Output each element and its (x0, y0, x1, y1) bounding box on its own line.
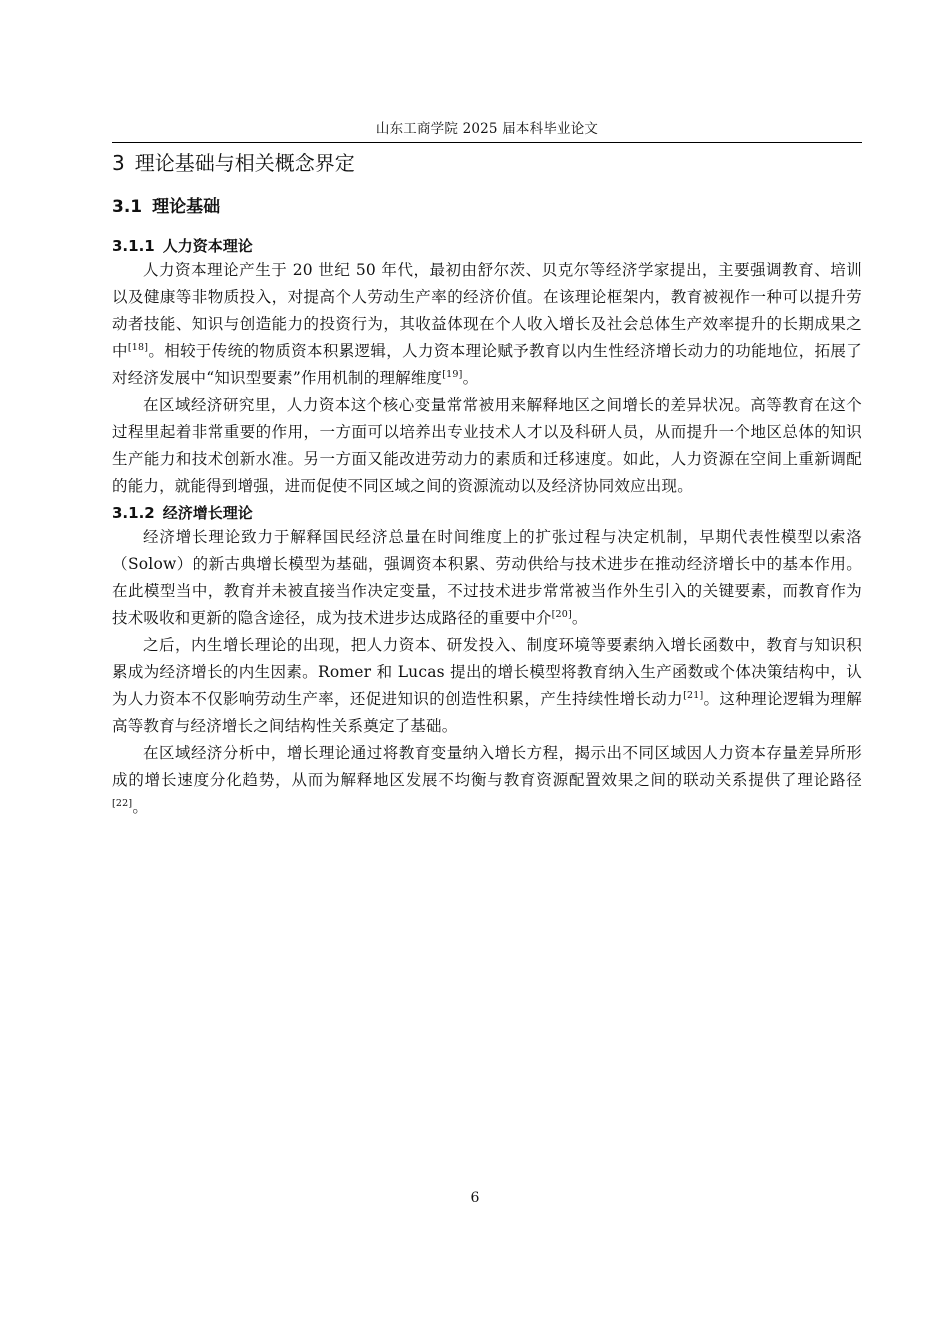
header-rule (112, 142, 862, 143)
paragraph-4 (112, 632, 862, 740)
paragraph-4-text-b: 。这种理论逻辑为理解高等教育与经济增长之间结构性关系奠定了基础。 (112, 690, 862, 735)
paragraph-1-text-a: 人力资本理论产生于 20 世纪 50 年代，最初由舒尔茨、贝克尔等经济学家提出，主要强调教育、培训以及健康等非物质投入，对提高个人劳动生产率的经济价值。在该理论框架内，教育被视作一种可以提升劳动者技能、知识与创造能力的投资行为，其收益体现在个人收入增长及社会总体生产效率提升的长期成果之中 (112, 261, 862, 360)
page-number: 6 (470, 1190, 480, 1206)
paragraph-5-text-a: 在区域经济分析中，增长理论通过将教育变量纳入增长方程，揭示出不同区域因人力资本存量差异所形成的增长速度分化趋势，从而为解释地区发展不均衡与教育资源配置效果之间的联动关系提供了理论路径 (112, 744, 862, 789)
paragraph-5 (112, 740, 862, 821)
paragraph-2: 在区域经济研究里，人力资本这个核心变量常常被用来解释地区之间增长的差异状况。高等教育在这个过程里起着非常重要的作用，一方面可以培养出专业技术人才以及科研人员，从而提升一个地区总体的知识生产能力和技术创新水准。另一方面又能改进劳动力的素质和迁移速度。如此，人力资源在空间上重新调配的能力，就能得到增强，进而促使不同区域之间的资源流动以及经济协同效应出现。 (112, 396, 862, 495)
paragraph-3 (112, 524, 862, 632)
chapter-title: 理论基础与相关概念界定 (134, 151, 355, 175)
paragraph-5-text-b: 。 (132, 798, 149, 816)
subsection-number-1: 3.1.1 (112, 237, 155, 255)
chapter-number: 3 (112, 151, 125, 175)
section-title: 理论基础 (152, 197, 221, 217)
subsection-heading-2 (112, 502, 862, 524)
paragraph-3-text-b: 。 (571, 609, 588, 627)
subsection-number-2: 3.1.2 (112, 504, 155, 522)
paragraph-4-text-a: 之后，内生增长理论的出现，把人力资本、研发投入、制度环境等要素纳入增长函数中，教育与知识积累成为经济增长的内生因素。Romer 和 Lucas 提出的增长模型将教育纳入生产函数或个体决策结构中，认为人力资本不仅影响劳动生产率，还促进知识的创造性积累，产生持续性增长动力 (112, 636, 862, 708)
subsection-title-1: 人力资本理论 (162, 237, 253, 255)
section-heading (112, 195, 862, 219)
chapter-heading (112, 146, 862, 178)
subsection-title-2: 经济增长理论 (162, 504, 253, 522)
citation-21: [21] (683, 690, 704, 701)
paragraph-1-text-c: 。 (462, 369, 479, 387)
citation-19: [19] (442, 369, 463, 380)
running-header: 山东工商学院 2025 届本科毕业论文 (375, 121, 599, 137)
section-number: 3.1 (112, 197, 143, 217)
subsection-heading-1 (112, 235, 862, 257)
paragraph-3-text-a: 经济增长理论致力于解释国民经济总量在时间维度上的扩张过程与决定机制，早期代表性模型以索洛（Solow）的新古典增长模型为基础，强调资本积累、劳动供给与技术进步在推动经济增长中的基本作用。在此模型当中，教育并未被直接当作决定变量，不过技术进步常常被当作外生引入的关键要素，而教育作为技术吸收和更新的隐含途径，成为技术进步达成路径的重要中介 (112, 528, 862, 627)
paragraph-1-text-b: 。相较于传统的物质资本积累逻辑，人力资本理论赋予教育以内生性经济增长动力的功能地位，拓展了对经济发展中“知识型要素”作用机制的理解维度 (112, 342, 862, 387)
paragraph-1 (112, 257, 862, 392)
citation-22: [22] (112, 798, 133, 809)
citation-18: [18] (127, 342, 149, 353)
citation-20: [20] (551, 609, 572, 620)
page-body (112, 146, 862, 821)
